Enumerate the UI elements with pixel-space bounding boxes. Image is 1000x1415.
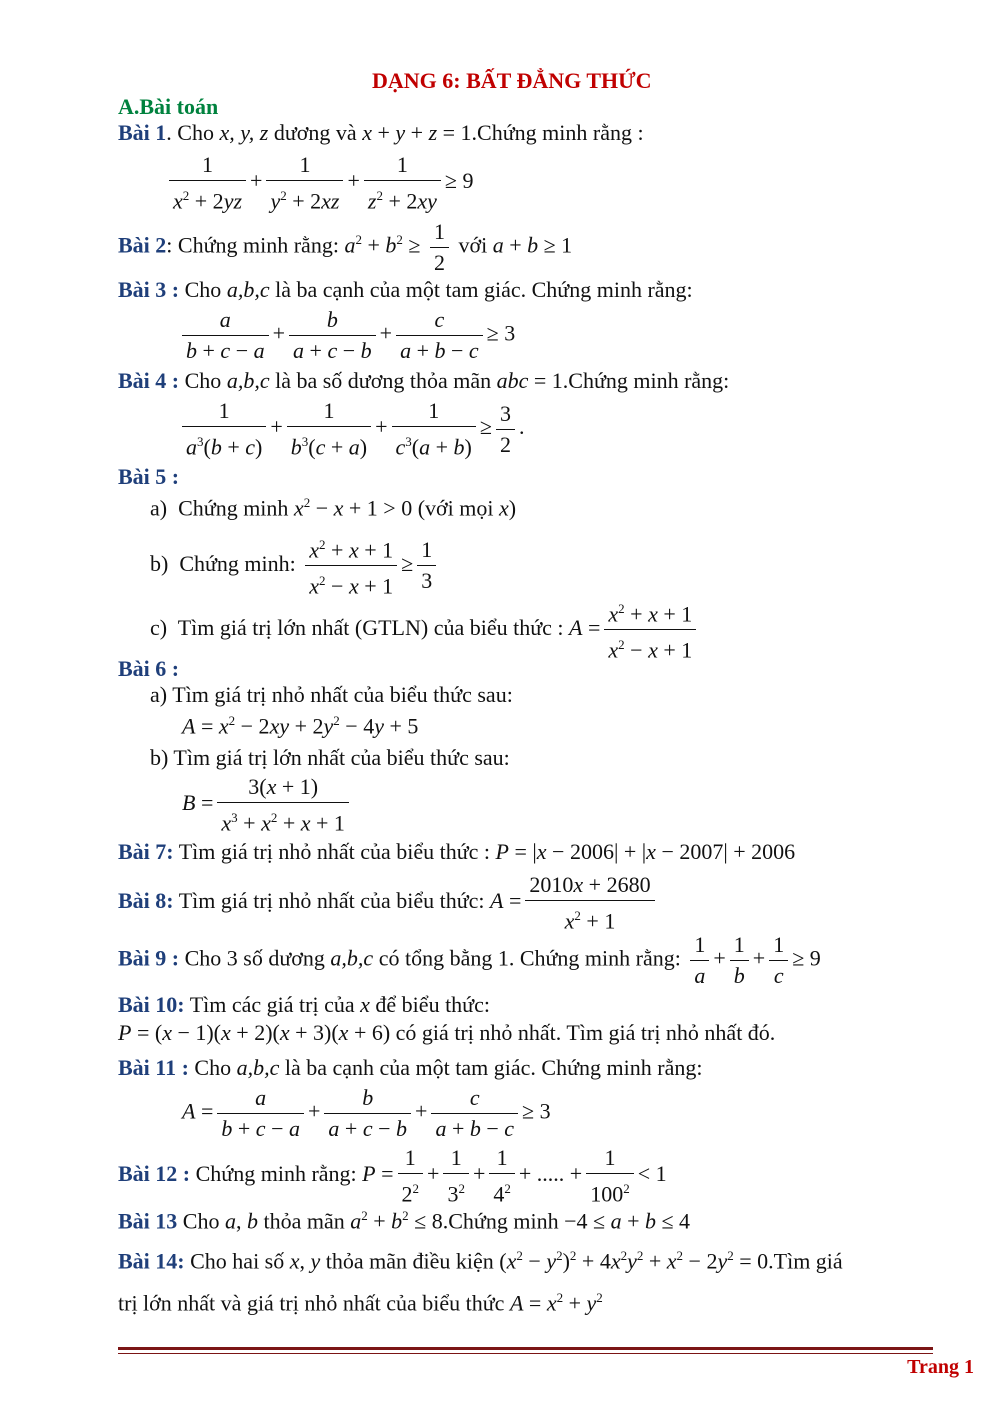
problem-5a: a) Chứng minh $x^2 - x + 1 > 0$ (với mọi x) bbox=[150, 495, 517, 521]
problem-label: Bài 13 bbox=[118, 1208, 178, 1234]
problem-label: Bài 4 : bbox=[118, 368, 180, 393]
problem-11: Bài 11 : Cho a,b,c là ba cạnh của một tam giác. Chứng minh rằng: bbox=[118, 1055, 703, 1080]
problem-label: Bài 12 : bbox=[118, 1161, 191, 1187]
problem-5b: b) Chứng minh: $\frac{x^2 + x + 1}{x^2 - x + 1}$ ≥ $\frac{1}{3}$ bbox=[150, 530, 440, 602]
problem-label: Bài 7: bbox=[118, 839, 174, 864]
problem-1-expr: $\frac{1}{x^2 + 2yz}$ + $\frac{1}{y^2 + 2xz}$ + $\frac{1}{z^2 + 2xy}$ ≥ 9 bbox=[165, 150, 473, 216]
problem-6a: a) Tìm giá trị nhỏ nhất của biểu thức sau: bbox=[150, 682, 513, 707]
problem-6a-expr: $A = x^2 - 2xy + 2y^2 - 4y + 5$ bbox=[182, 713, 419, 739]
problem-4: Bài 4 : Cho a,b,c là ba số dương thỏa mãn abc = 1.Chứng minh rằng: bbox=[118, 368, 730, 393]
problem-5-label: Bài 5 : bbox=[118, 464, 180, 489]
footer-rule-thin bbox=[118, 1353, 933, 1354]
problem-3-expr: $\frac{a}{b + c - a}$ + $\frac{b}{a + c - b}$ + $\frac{c}{a + b - c}$ ≥ 3 bbox=[178, 305, 515, 366]
problem-label: Bài 3 : bbox=[118, 277, 180, 302]
problem-5c: c) Tìm giá trị lớn nhất (GTLN) của biểu thức : A = $\frac{x^2 + x + 1}{x^2 - x + 1}$ bbox=[150, 594, 700, 666]
problem-label: Bài 2 bbox=[118, 232, 167, 258]
problem-14: Bài 14: Cho hai số x, y thỏa mãn điều kiện $(x^2 - y^2)^2 + 4x^2y^2 + x^2 - 2y^2$ = 0.Tìm giá bbox=[118, 1248, 843, 1274]
problem-9: Bài 9 : Cho 3 số dương a,b,c có tổng bằng 1. Chứng minh rằng: $\frac{1}{a}$ + $\frac{1}{b}$ + $\frac{1}{c}$ ≥ 9 bbox=[118, 932, 821, 988]
problem-6-label: Bài 6 : bbox=[118, 656, 180, 681]
problem-7: Bài 7: Tìm giá trị nhỏ nhất của biểu thức : P = |x − 2006| + |x − 2007| + 2006 bbox=[118, 839, 796, 864]
page-title: DẠNG 6: BẤT ĐẲNG THỨC bbox=[372, 68, 652, 93]
problem-10: Bài 10: Tìm các giá trị của x để biểu thức: bbox=[118, 992, 490, 1017]
problem-10-line2: P = (x − 1)(x + 2)(x + 3)(x + 6) có giá trị nhỏ nhất. Tìm giá trị nhỏ nhất đó. bbox=[118, 1020, 776, 1045]
problem-label: Bài 9 : bbox=[118, 945, 180, 971]
problem-13: Bài 13 Cho a, b thỏa mãn $a^2 + b^2$ ≤ 8.Chứng minh −4 ≤ a + b ≤ 4 bbox=[118, 1208, 691, 1234]
footer-rule bbox=[118, 1347, 933, 1350]
problem-14-line2: trị lớn nhất và giá trị nhỏ nhất của biểu thức $A = x^2 + y^2$ bbox=[118, 1290, 603, 1316]
problem-label: Bài 11 : bbox=[118, 1055, 189, 1080]
problem-2: Bài 2: Chứng minh rằng: $a^2 + b^2$ ≥ $\frac{1}{2}$ với a + b ≥ 1 bbox=[118, 219, 573, 275]
problem-1: Bài 1. Cho x, y, z dương và x + y + z = 1.Chứng minh rằng : bbox=[118, 120, 644, 145]
problem-4-expr: $\frac{1}{a^3(b + c)}$ + $\frac{1}{b^3(c + a)}$ + $\frac{1}{c^3(a + b)}$ ≥ $\frac{3}{2}$ . bbox=[178, 396, 524, 462]
section-heading: A.Bài toán bbox=[118, 94, 219, 119]
problem-6b: b) Tìm giá trị lớn nhất của biểu thức sau: bbox=[150, 745, 510, 770]
problem-11-expr: A = $\frac{a}{b + c - a}$ + $\frac{b}{a + c - b}$ + $\frac{c}{a + b - c}$ ≥ 3 bbox=[182, 1085, 551, 1141]
problem-12: Bài 12 : Chứng minh rằng: P = $\frac{1}{2^2}$ + $\frac{1}{3^2}$ + $\frac{1}{4^2}$ + ..... + $\frac{1}{100^2}$ < 1 bbox=[118, 1145, 667, 1207]
problem-8: Bài 8: Tìm giá trị nhỏ nhất của biểu thức: A = $\frac{2010x + 2680}{x^2 + 1}$ bbox=[118, 870, 659, 936]
problem-3: Bài 3 : Cho a,b,c là ba cạnh của một tam giác. Chứng minh rằng: bbox=[118, 277, 693, 302]
problem-label: Bài 14: bbox=[118, 1248, 185, 1274]
problem-6b-expr: B = $\frac{3(x + 1)}{x^3 + x^2 + x + 1}$ bbox=[182, 772, 353, 838]
problem-label: Bài 8: bbox=[118, 888, 174, 914]
problem-label: Bài 10: bbox=[118, 992, 185, 1017]
problem-label: Bài 1 bbox=[118, 120, 167, 145]
page-number: Trang 1 bbox=[907, 1356, 974, 1378]
